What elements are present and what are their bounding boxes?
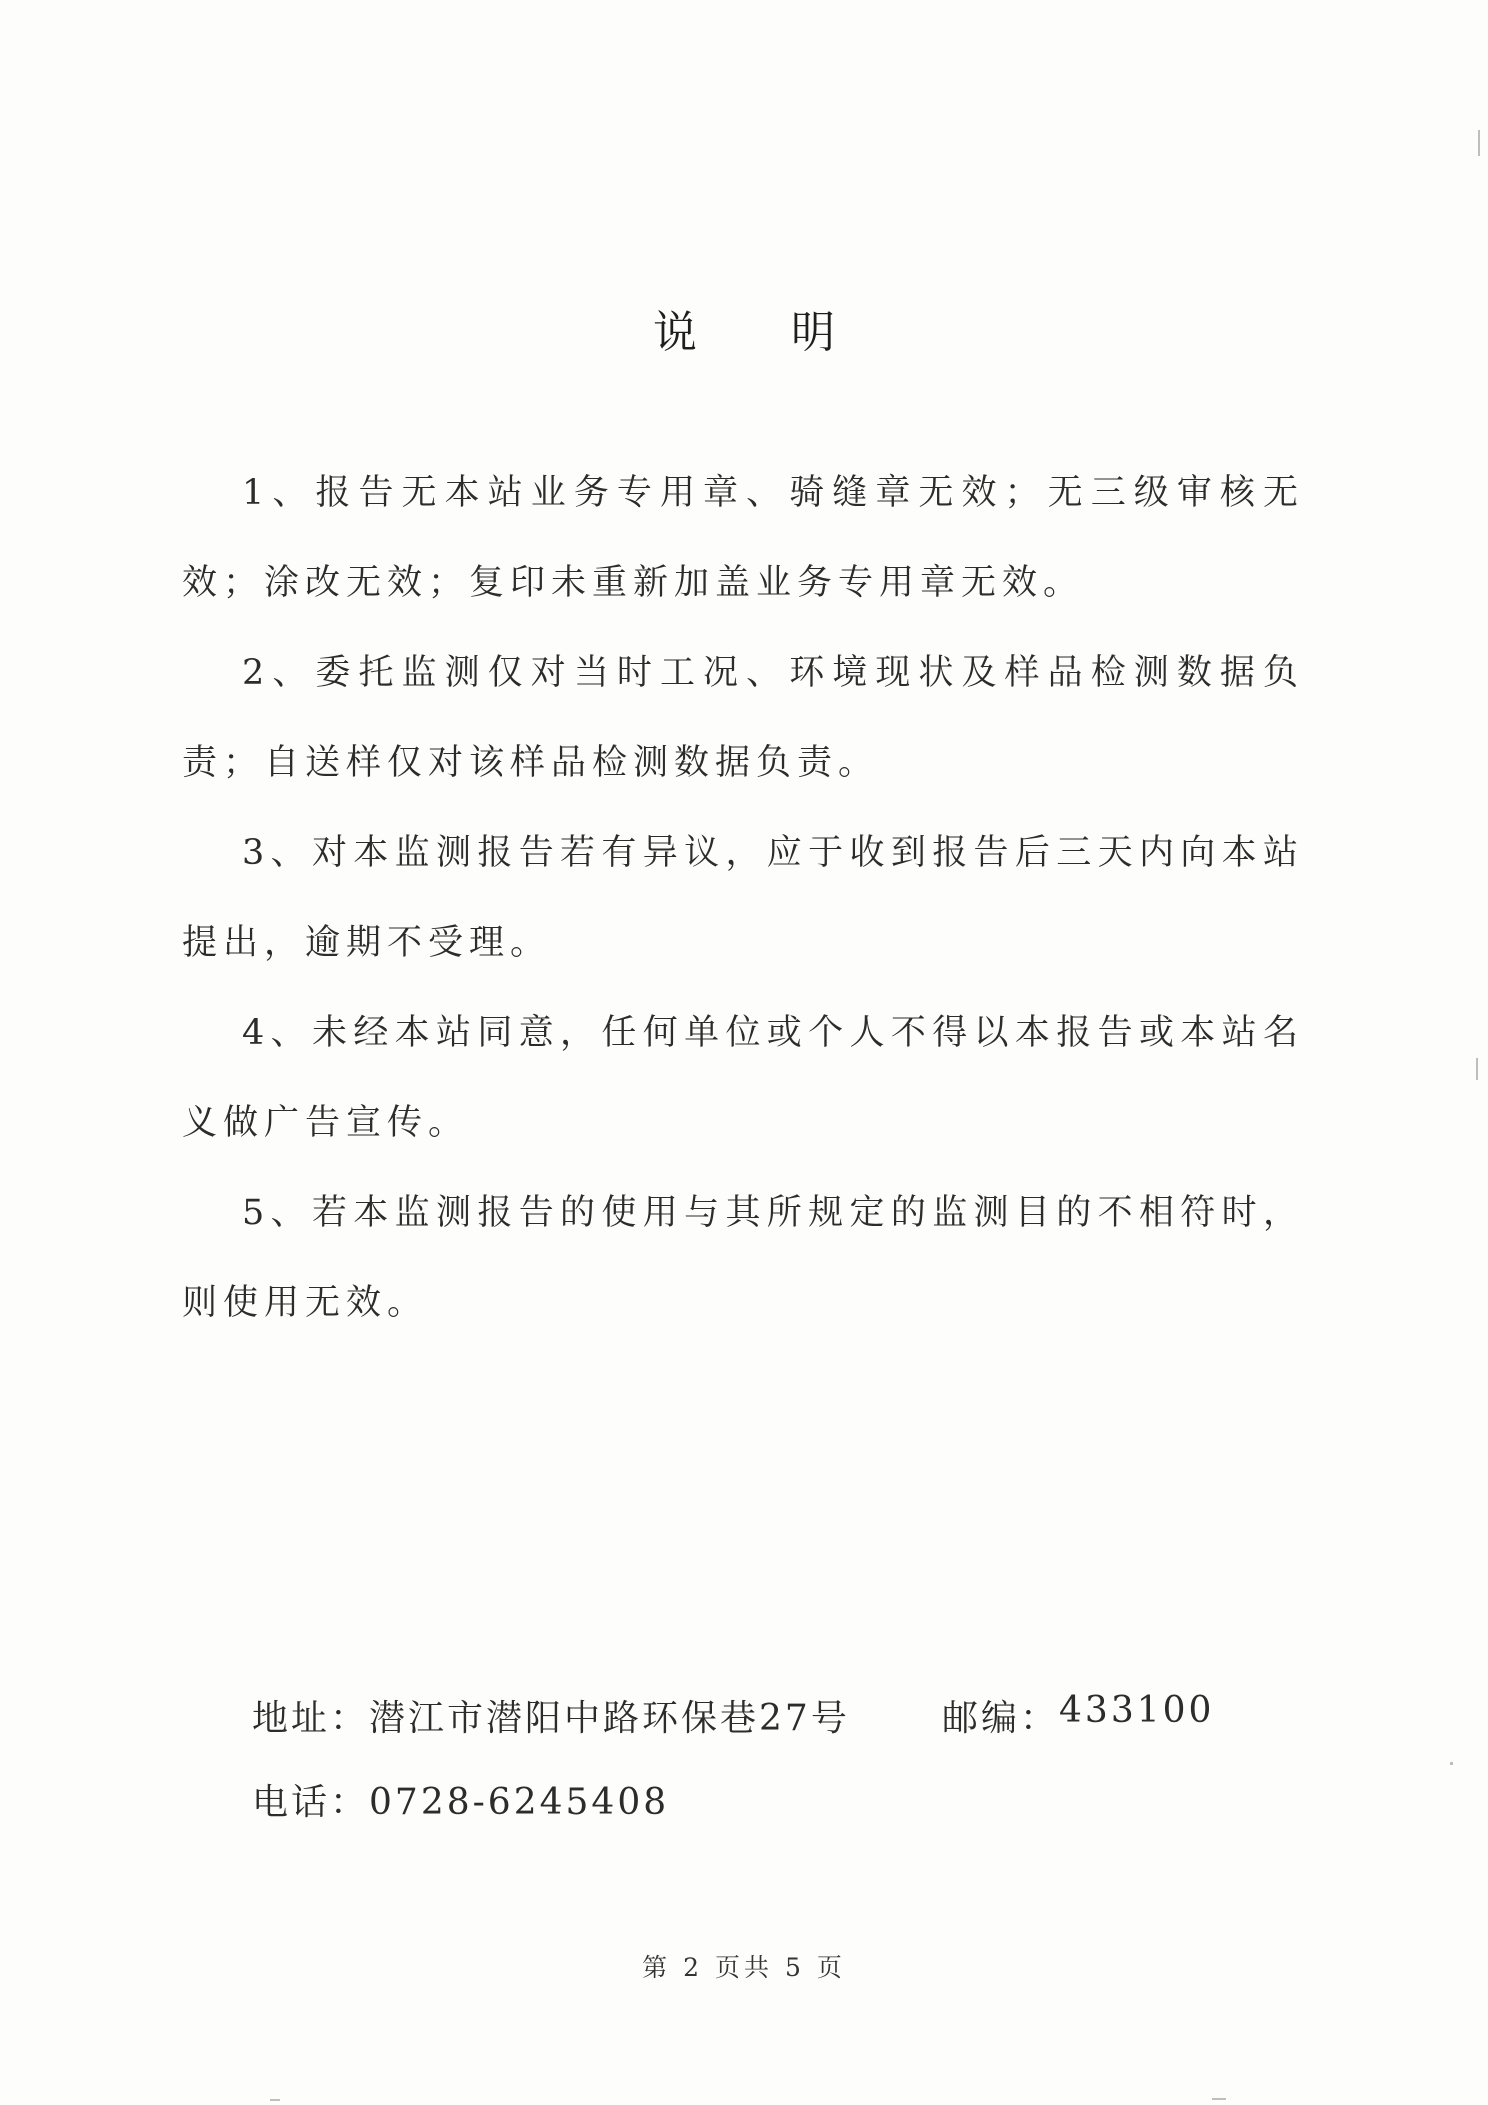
scan-mark-right-3 — [1450, 1762, 1453, 1765]
current-page-number: 2 — [683, 1953, 704, 1982]
scan-mark-bottom-1 — [1212, 2098, 1226, 2100]
notes-list — [182, 448, 1304, 1348]
total-pages-number: 5 — [784, 1953, 805, 1982]
page-prefix: 第 — [642, 1953, 672, 1982]
postal-code-label: 邮编： — [942, 1698, 1060, 1739]
scan-mark-bottom-2 — [270, 2099, 280, 2101]
note-item-5: 5、若本监测报告的使用与其所规定的监测目的不相符时，则使用无效。 — [182, 1193, 1304, 1323]
phone-row — [252, 1774, 1302, 1858]
postal-code-value: 433100 — [1059, 1690, 1215, 1731]
page-title: 说 明 — [653, 307, 875, 358]
note-item-1: 1、报告无本站业务专用章、骑缝章无效；无三级审核无效；涂改无效；复印未重新加盖业务专用章无效。 — [182, 473, 1304, 603]
scan-mark-right-1 — [1478, 130, 1480, 156]
phone-label: 电话： — [252, 1782, 370, 1823]
page-number-footer — [0, 1948, 1488, 1984]
address-row — [252, 1690, 1302, 1774]
note-item-4: 4、未经本站同意，任何单位或个人不得以本报告或本站名义做广告宣传。 — [182, 1013, 1304, 1143]
address-value: 潜江市潜阳中路环保巷27号 — [369, 1698, 850, 1739]
contact-info — [252, 1690, 1302, 1858]
note-item-3: 3、对本监测报告若有异议，应于收到报告后三天内向本站提出，逾期不受理。 — [182, 833, 1304, 963]
scan-mark-right-2 — [1476, 1058, 1478, 1080]
page-suffix: 页 — [816, 1953, 846, 1982]
note-item-2: 2、委托监测仅对当时工况、环境现状及样品检测数据负责；自送样仅对该样品检测数据负责。 — [182, 653, 1304, 783]
phone-value: 0728-6245408 — [369, 1782, 670, 1823]
address-label: 地址： — [252, 1698, 370, 1739]
page-mid: 页共 — [714, 1953, 773, 1982]
